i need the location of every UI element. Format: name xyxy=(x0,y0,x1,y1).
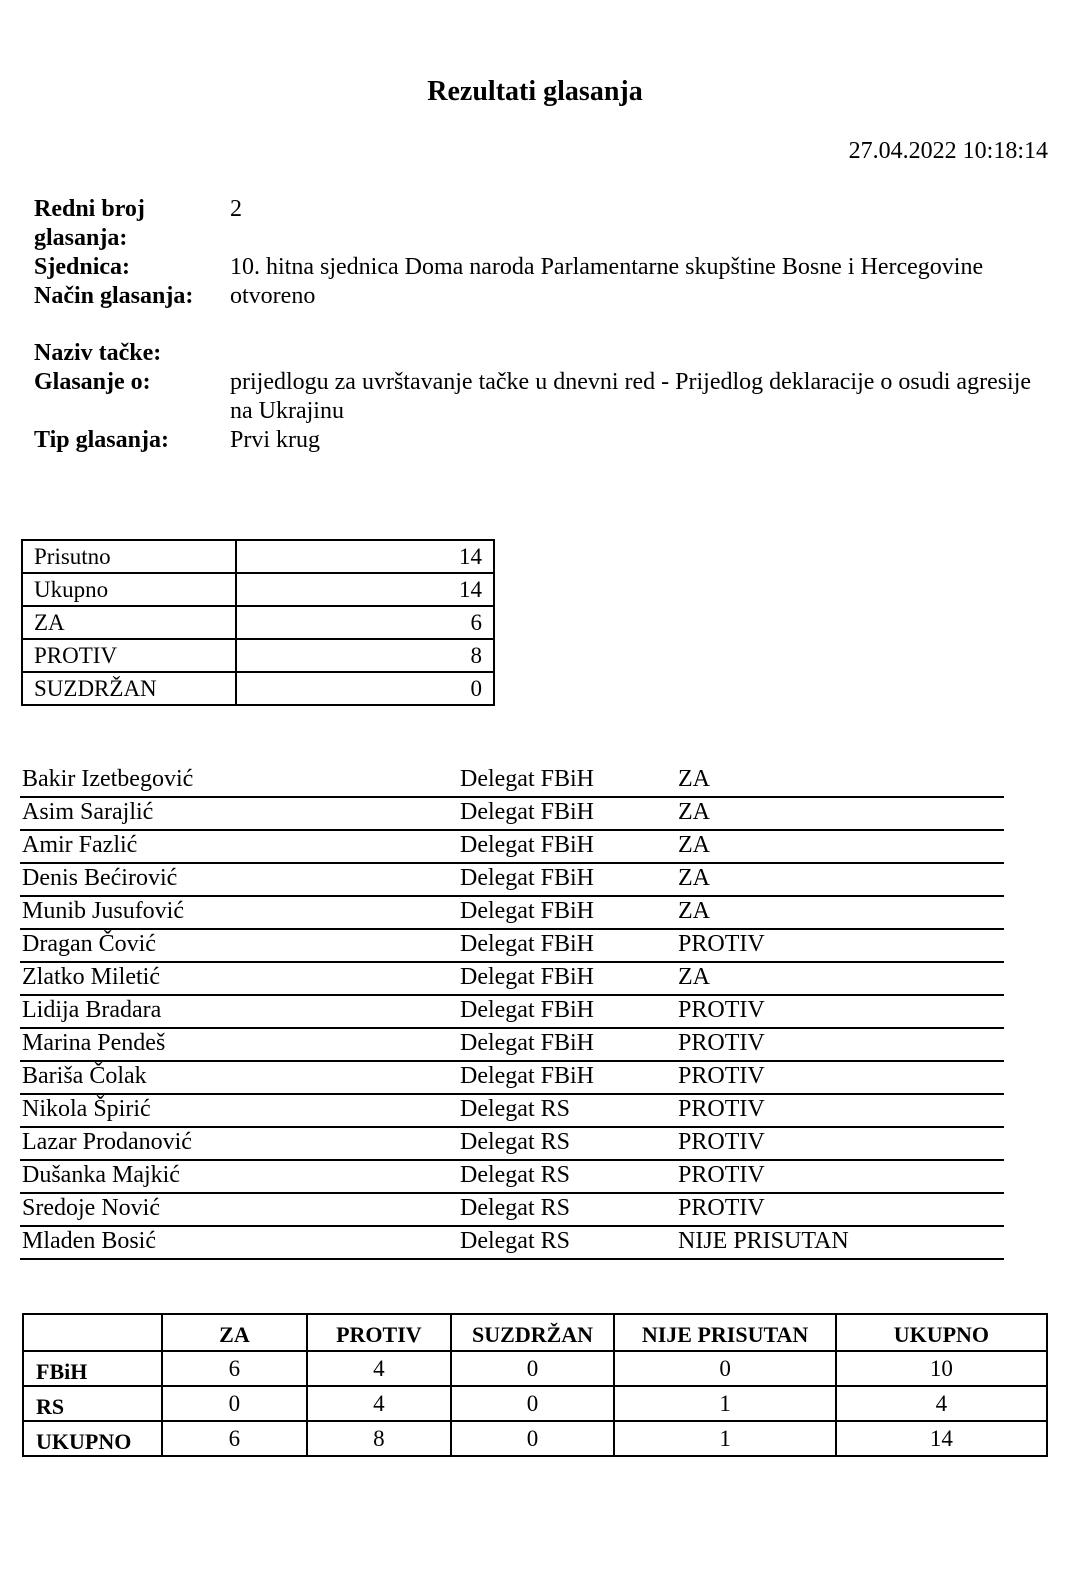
summary-label: SUZDRŽAN xyxy=(22,672,236,705)
meta-row-redni-broj xyxy=(34,195,1034,253)
delegate-vote: ZA xyxy=(678,799,710,825)
meta-row-nacin xyxy=(34,282,1034,311)
totals-cell: 1 xyxy=(614,1386,835,1421)
totals-row-label: RS xyxy=(23,1386,162,1421)
totals-row xyxy=(23,1421,1047,1456)
totals-cell: 4 xyxy=(307,1386,451,1421)
delegate-row xyxy=(20,798,1004,831)
totals-row xyxy=(23,1351,1047,1386)
delegate-group: Delegat FBiH xyxy=(460,799,594,825)
totals-cell: 6 xyxy=(162,1351,307,1386)
naziv-label: Naziv tačke: xyxy=(34,340,162,366)
timestamp: 27.04.2022 10:18:14 xyxy=(848,138,1048,164)
tip-label: Tip glasanja: xyxy=(34,427,169,453)
delegate-vote: PROTIV xyxy=(678,1195,765,1221)
delegate-group: Delegat FBiH xyxy=(460,832,594,858)
totals-cell: 1 xyxy=(614,1421,835,1456)
summary-value: 14 xyxy=(236,573,494,606)
summary-label: ZA xyxy=(22,606,236,639)
summary-row xyxy=(22,639,494,672)
delegate-row xyxy=(20,963,1004,996)
delegate-name: Dragan Čović xyxy=(22,931,156,957)
totals-cell: 4 xyxy=(307,1351,451,1386)
delegate-row xyxy=(20,765,1004,798)
summary-row xyxy=(22,573,494,606)
nacin-value: otvoreno xyxy=(230,283,316,309)
totals-cell: 14 xyxy=(836,1421,1047,1456)
delegate-name: Mladen Bosić xyxy=(22,1228,156,1254)
delegate-vote: PROTIV xyxy=(678,1096,765,1122)
delegate-name: Zlatko Miletić xyxy=(22,964,160,990)
totals-cell: 0 xyxy=(451,1351,615,1386)
delegate-row xyxy=(20,1128,1004,1161)
summary-value: 0 xyxy=(236,672,494,705)
delegate-list xyxy=(20,765,1004,1260)
totals-cell: 10 xyxy=(836,1351,1047,1386)
delegate-row xyxy=(20,1062,1004,1095)
delegate-vote: PROTIV xyxy=(678,931,765,957)
delegate-vote: ZA xyxy=(678,865,710,891)
delegate-name: Bakir Izetbegović xyxy=(22,766,194,792)
summary-row xyxy=(22,672,494,705)
totals-header: NIJE PRISUTAN xyxy=(614,1314,835,1351)
delegate-name: Nikola Špirić xyxy=(22,1096,151,1122)
delegate-group: Delegat RS xyxy=(460,1195,570,1221)
totals-row xyxy=(23,1386,1047,1421)
summary-label: Ukupno xyxy=(22,573,236,606)
delegate-name: Denis Bećirović xyxy=(22,865,178,891)
summary-value: 14 xyxy=(236,540,494,573)
summary-row xyxy=(22,606,494,639)
totals-cell: 0 xyxy=(614,1351,835,1386)
delegate-name: Dušanka Majkić xyxy=(22,1162,180,1188)
summary-value: 6 xyxy=(236,606,494,639)
delegate-vote: PROTIV xyxy=(678,1162,765,1188)
totals-header: UKUPNO xyxy=(836,1314,1047,1351)
delegate-group: Delegat FBiH xyxy=(460,1030,594,1056)
delegate-name: Marina Pendeš xyxy=(22,1030,166,1056)
delegate-group: Delegat FBiH xyxy=(460,964,594,990)
totals-cell: 0 xyxy=(162,1386,307,1421)
delegate-group: Delegat FBiH xyxy=(460,931,594,957)
summary-value: 8 xyxy=(236,639,494,672)
delegate-vote: ZA xyxy=(678,832,710,858)
delegate-name: Lidija Bradara xyxy=(22,997,162,1023)
delegate-group: Delegat FBiH xyxy=(460,898,594,924)
delegate-vote: ZA xyxy=(678,766,710,792)
glasanje-value: prijedlogu za uvrštavanje tačke u dnevni red - Prijedlog deklaracije o osudi agresije na Ukrajinu xyxy=(230,369,1032,424)
delegate-vote: PROTIV xyxy=(678,1129,765,1155)
delegate-group: Delegat FBiH xyxy=(460,997,594,1023)
delegate-vote: NIJE PRISUTAN xyxy=(678,1228,849,1254)
delegate-row xyxy=(20,897,1004,930)
redni-broj-value: 2 xyxy=(230,196,242,222)
summary-label: PROTIV xyxy=(22,639,236,672)
delegate-name: Amir Fazlić xyxy=(22,832,138,858)
delegate-group: Delegat RS xyxy=(460,1096,570,1122)
meta-row-naziv xyxy=(34,339,1034,368)
redni-broj-label: Redni broj glasanja: xyxy=(34,196,145,251)
delegate-group: Delegat FBiH xyxy=(460,1063,594,1089)
totals-header-row xyxy=(23,1314,1047,1351)
totals-cell: 8 xyxy=(307,1421,451,1456)
delegate-group: Delegat RS xyxy=(460,1129,570,1155)
delegate-group: Delegat FBiH xyxy=(460,865,594,891)
nacin-label: Način glasanja: xyxy=(34,283,194,309)
delegate-row xyxy=(20,1194,1004,1227)
totals-row-label: UKUPNO xyxy=(23,1421,162,1456)
meta-row-tip xyxy=(34,426,1034,455)
totals-table xyxy=(22,1313,1048,1457)
totals-cell: 6 xyxy=(162,1421,307,1456)
sjednica-label: Sjednica: xyxy=(34,254,130,280)
delegate-name: Bariša Čolak xyxy=(22,1063,147,1089)
totals-cell: 0 xyxy=(451,1421,615,1456)
summary-label: Prisutno xyxy=(22,540,236,573)
delegate-group: Delegat RS xyxy=(460,1162,570,1188)
vote-metadata xyxy=(34,195,1034,455)
delegate-row xyxy=(20,831,1004,864)
totals-cell: 4 xyxy=(836,1386,1047,1421)
delegate-name: Asim Sarajlić xyxy=(22,799,154,825)
delegate-vote: PROTIV xyxy=(678,1030,765,1056)
meta-row-glasanje xyxy=(34,368,1034,426)
summary-table xyxy=(21,539,495,706)
delegate-name: Lazar Prodanović xyxy=(22,1129,192,1155)
delegate-row xyxy=(20,930,1004,963)
delegate-row xyxy=(20,1095,1004,1128)
totals-header: PROTIV xyxy=(307,1314,451,1351)
delegate-row xyxy=(20,864,1004,897)
delegate-vote: ZA xyxy=(678,964,710,990)
summary-row xyxy=(22,540,494,573)
totals-row-label: FBiH xyxy=(23,1351,162,1386)
delegate-row xyxy=(20,996,1004,1029)
tip-value: Prvi krug xyxy=(230,427,320,453)
totals-header xyxy=(23,1314,162,1351)
totals-header: ZA xyxy=(162,1314,307,1351)
totals-cell: 0 xyxy=(451,1386,615,1421)
delegate-row xyxy=(20,1029,1004,1062)
meta-row-sjednica xyxy=(34,253,1034,282)
delegate-group: Delegat RS xyxy=(460,1228,570,1254)
delegate-row xyxy=(20,1227,1004,1260)
delegate-name: Sredoje Nović xyxy=(22,1195,160,1221)
delegate-row xyxy=(20,1161,1004,1194)
sjednica-value: 10. hitna sjednica Doma naroda Parlamentarne skupštine Bosne i Hercegovine xyxy=(230,254,984,280)
delegate-vote: ZA xyxy=(678,898,710,924)
delegate-vote: PROTIV xyxy=(678,1063,765,1089)
glasanje-label: Glasanje o: xyxy=(34,369,151,395)
page-title: Rezultati glasanja xyxy=(427,76,643,107)
delegate-name: Munib Jusufović xyxy=(22,898,184,924)
delegate-group: Delegat FBiH xyxy=(460,766,594,792)
delegate-vote: PROTIV xyxy=(678,997,765,1023)
totals-header: SUZDRŽAN xyxy=(451,1314,615,1351)
